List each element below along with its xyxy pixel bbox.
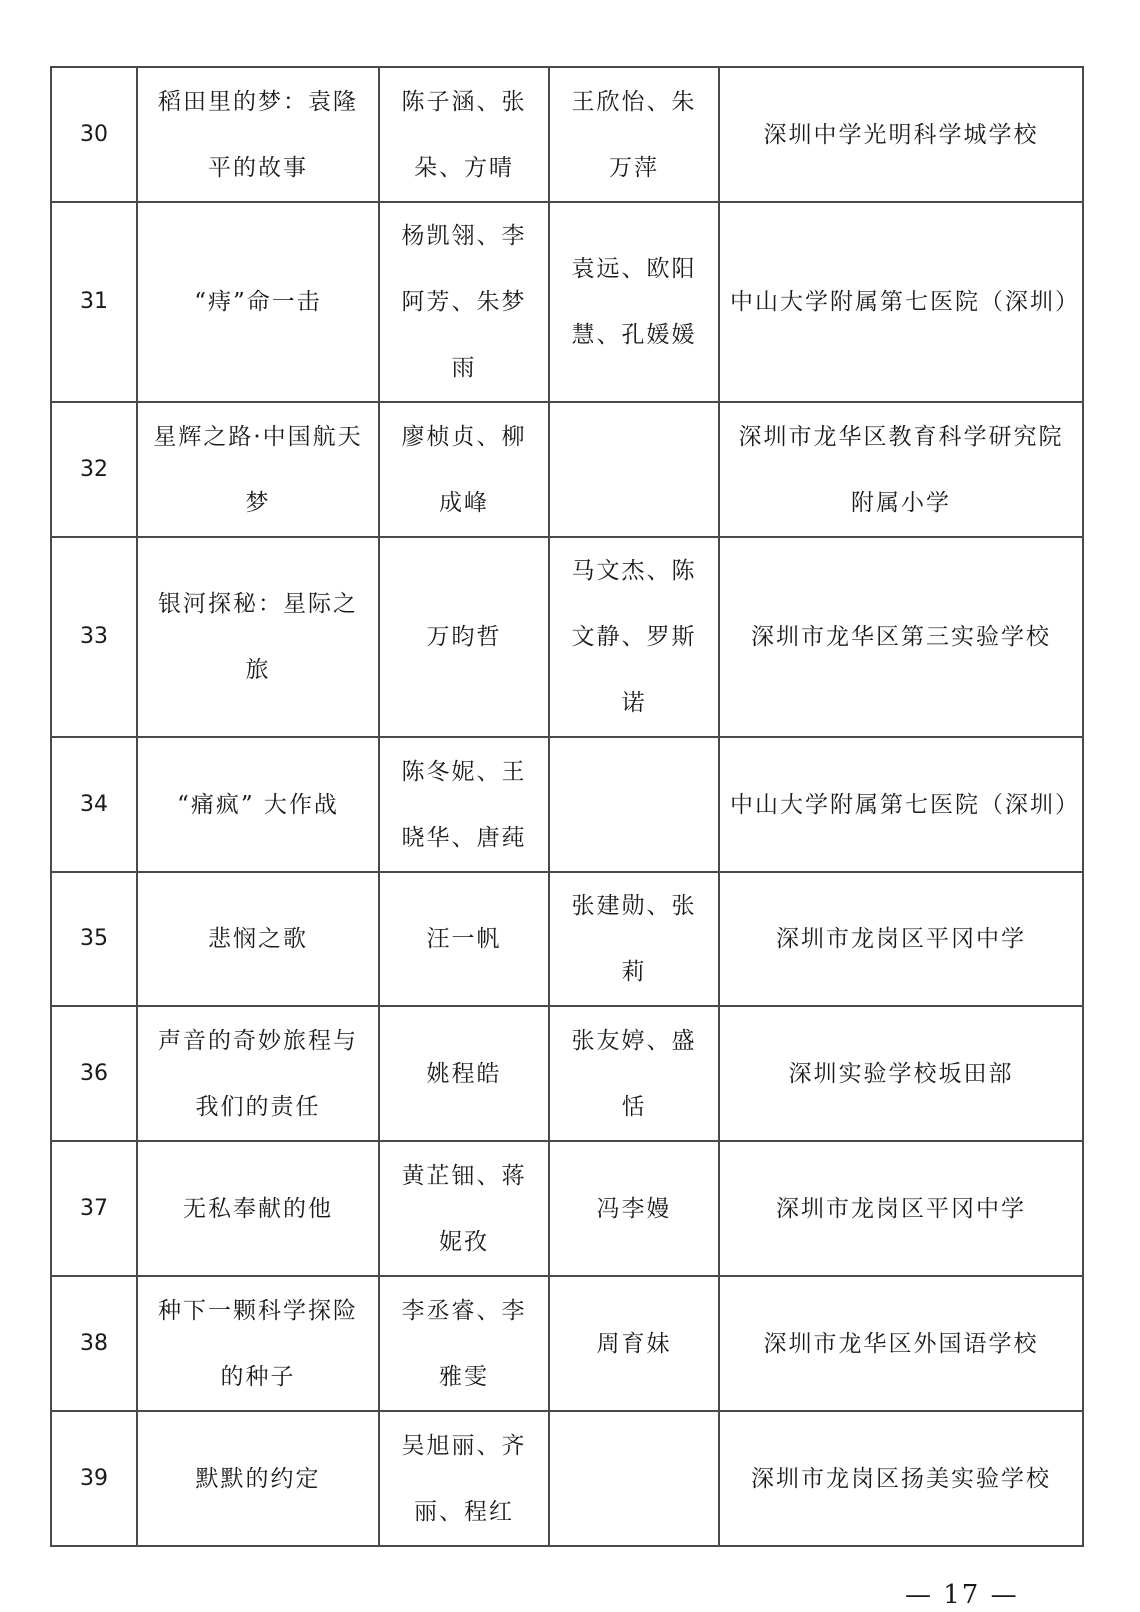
- page-number: — 17 —: [905, 1580, 1019, 1610]
- work-title: 无私奉献的他: [137, 1141, 379, 1276]
- authors: 杨凯翎、李阿芳、朱梦雨: [379, 202, 549, 402]
- work-title: 银河探秘：星际之旅: [137, 537, 379, 737]
- advisors: 冯李嫚: [549, 1141, 719, 1276]
- row-number: 38: [51, 1276, 137, 1411]
- advisors: 张友婷、盛恬: [549, 1006, 719, 1141]
- table-row: [51, 1006, 1083, 1141]
- unit: 深圳市龙华区外国语学校: [719, 1276, 1083, 1411]
- work-title: 默默的约定: [137, 1411, 379, 1546]
- unit: 深圳市龙岗区扬美实验学校: [719, 1411, 1083, 1546]
- row-number: 33: [51, 537, 137, 737]
- table-row: [51, 202, 1083, 402]
- authors: 姚程皓: [379, 1006, 549, 1141]
- row-number: 39: [51, 1411, 137, 1546]
- work-title: 种下一颗科学探险的种子: [137, 1276, 379, 1411]
- row-number: 37: [51, 1141, 137, 1276]
- unit: 深圳中学光明科学城学校: [719, 67, 1083, 202]
- authors: 汪一帆: [379, 872, 549, 1006]
- table-row: [51, 537, 1083, 737]
- advisors: [549, 737, 719, 872]
- work-title: 稻田里的梦：袁隆平的故事: [137, 67, 379, 202]
- table-row: [51, 737, 1083, 872]
- authors: 廖桢贞、柳成峰: [379, 402, 549, 537]
- unit: 中山大学附属第七医院（深圳）: [719, 202, 1083, 402]
- advisors: 马文杰、陈文静、罗斯诺: [549, 537, 719, 737]
- advisors: [549, 1411, 719, 1546]
- authors: 陈子涵、张朵、方晴: [379, 67, 549, 202]
- table-row: [51, 402, 1083, 537]
- row-number: 32: [51, 402, 137, 537]
- work-title: 悲悯之歌: [137, 872, 379, 1006]
- work-title: 星辉之路·中国航天梦: [137, 402, 379, 537]
- authors: 吴旭丽、齐丽、程红: [379, 1411, 549, 1546]
- unit: 深圳市龙岗区平冈中学: [719, 872, 1083, 1006]
- row-number: 35: [51, 872, 137, 1006]
- row-number: 30: [51, 67, 137, 202]
- unit: 深圳市龙华区教育科学研究院附属小学: [719, 402, 1083, 537]
- award-table: [50, 66, 1084, 1547]
- table-row: [51, 1141, 1083, 1276]
- unit: 深圳市龙华区第三实验学校: [719, 537, 1083, 737]
- table-row: [51, 1411, 1083, 1546]
- row-number: 36: [51, 1006, 137, 1141]
- authors: 李丞睿、李雅雯: [379, 1276, 549, 1411]
- unit: 深圳市龙岗区平冈中学: [719, 1141, 1083, 1276]
- unit: 深圳实验学校坂田部: [719, 1006, 1083, 1141]
- work-title: “痛疯” 大作战: [137, 737, 379, 872]
- advisors: 袁远、欧阳慧、孔媛媛: [549, 202, 719, 402]
- authors: 万昀哲: [379, 537, 549, 737]
- row-number: 34: [51, 737, 137, 872]
- table-row: [51, 872, 1083, 1006]
- advisors: 王欣怡、朱万萍: [549, 67, 719, 202]
- work-title: 声音的奇妙旅程与我们的责任: [137, 1006, 379, 1141]
- advisors: 周育妹: [549, 1276, 719, 1411]
- authors: 黄芷钿、蒋妮孜: [379, 1141, 549, 1276]
- advisors: [549, 402, 719, 537]
- authors: 陈冬妮、王晓华、唐莼: [379, 737, 549, 872]
- row-number: 31: [51, 202, 137, 402]
- advisors: 张建勋、张莉: [549, 872, 719, 1006]
- unit: 中山大学附属第七医院（深圳）: [719, 737, 1083, 872]
- work-title: “痔”命一击: [137, 202, 379, 402]
- table-row: [51, 1276, 1083, 1411]
- table-row: [51, 67, 1083, 202]
